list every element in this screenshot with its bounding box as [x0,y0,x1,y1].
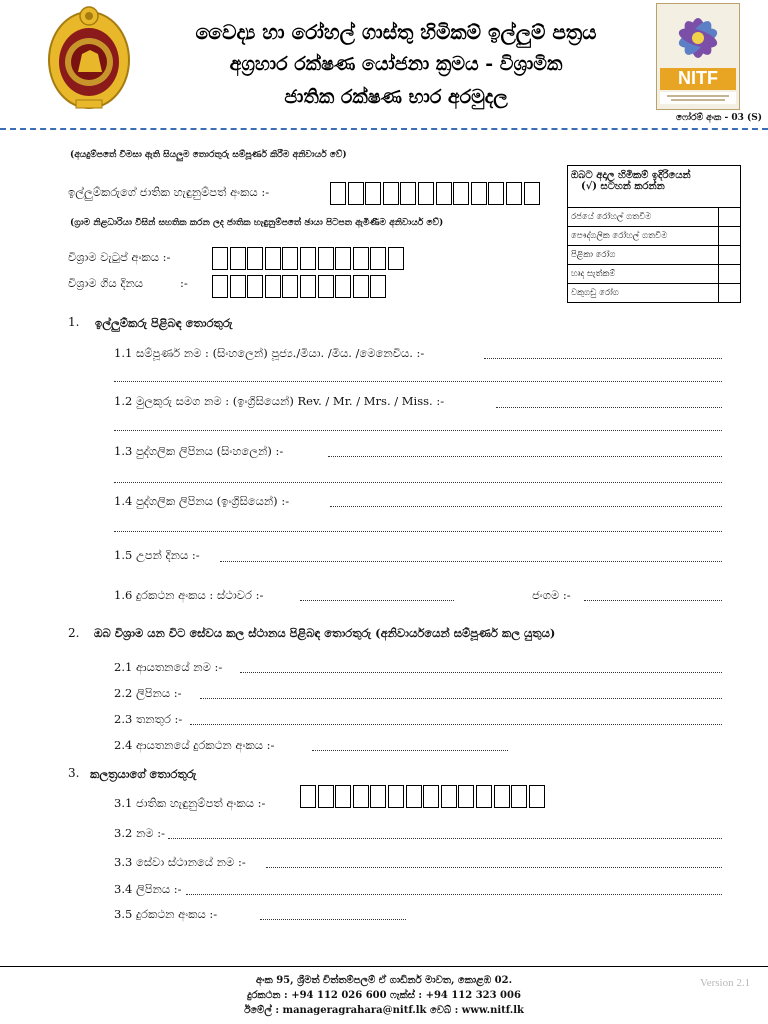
footer-email: ඊමේල් : manageragrahara@nitf.lk වෙබ් : www.nitf.lk [244,1005,524,1016]
q3-4-label: 3.4 ලිපිනය :- [114,882,182,896]
q1-2-field-cont[interactable] [114,430,722,431]
q1-3-label: 1.3 පුද්ගලික ලිපිනය (සිංහලෙන්) :- [114,444,284,458]
footer-phone: දුරකථන : +94 112 026 600 ෆැක්ස් : +94 112 323 006 [247,990,521,1001]
section3-number: 3. [68,766,80,780]
retired-date-sep: :- [180,276,188,290]
pension-number-boxes[interactable] [212,247,406,270]
claim-type-label: පෞද්ගලික රෝහල් ගතවීම [568,227,719,246]
nitf-logo [656,3,740,110]
q1-6-label: 1.6 දුරකථන අංකය : ස්ථාවර :- [114,588,264,602]
q3-2-label: 3.2 නම :- [114,826,165,840]
q1-6-landline-field[interactable] [300,600,454,601]
intro-note: (අයදුම්පතේ විමසා ඇති සියලුම තොරතුරු සම්පූර්ණ කිරීම අනිවාර්ය වේ) [70,150,347,160]
section2-title: ඔබ විශ්‍රාම යන විට සේවය කල ස්ථානය පිළිබඳ තොරතුරු (අනිවාර්යයෙන් සම්පූර්ණ කල යුතුය) [94,626,556,640]
q2-3-field[interactable] [190,724,722,725]
nitf-logo-text: NITF [678,68,718,88]
q1-5-label: 1.5 උපන් දිනය :- [114,548,200,562]
footer-address: අංක 95, ශ්‍රීමත් චිත්තම්පලම් ඒ ගාඩිනර් මාවත, කොළඹ 02. [255,975,513,986]
q1-6-mobile-field[interactable] [584,600,722,601]
q3-1-label: 3.1 ජාතික හැඳුනුම්පත් අංකය :- [114,796,266,810]
claim-type-checkbox[interactable] [719,246,741,265]
q2-1-label: 2.1 ආයතනයේ නම :- [114,660,223,674]
section3-title: කලත්‍රයාගේ තොරතුරු [90,767,197,781]
form-title-line1: වෛද්‍ය හා රෝහල් ගාස්තු හිමිකම් ඉල්ලුම් පත්‍රය [195,20,597,44]
q1-5-field[interactable] [220,561,722,562]
q2-4-label: 2.4 ආයතනයේ දුරකථන අංකය :- [114,738,275,752]
q3-3-label: 3.3 සේවා ස්ථානයේ නම :- [114,855,246,869]
section1-number: 1. [68,315,80,329]
q2-1-field[interactable] [240,672,722,673]
q1-3-field-cont[interactable] [114,482,722,483]
sri-lanka-emblem-icon [46,2,132,112]
claim-type-label: වකුගඩු රෝග [568,284,719,303]
nitf-flower-icon [657,4,739,109]
form-title-line3: ජාතික රක්ෂණ භාර අරමුදල [284,86,508,108]
q2-3-label: 2.3 තනතුර :- [114,712,183,726]
q1-1-label: 1.1 සම්පූර්ණ නම : (සිංහලෙන්) පූජ්‍ය./මියා. /මිය. /මෙනෙවිය. :- [114,346,425,360]
q1-2-field[interactable] [496,407,722,408]
retired-date-boxes[interactable] [212,275,388,298]
footer-divider [0,966,768,967]
q3-4-field[interactable] [186,894,722,895]
claim-type-checkbox[interactable] [719,265,741,284]
section1-title: ඉල්ලුම්කරු පිළිබඳ තොරතුරු [95,316,233,330]
q3-2-field[interactable] [168,838,722,839]
q1-3-field[interactable] [328,456,722,457]
q3-5-field[interactable] [260,919,406,920]
claimant-nic-boxes[interactable] [330,182,541,205]
claim-type-label: රජයේ රෝහල් ගතවීම [568,208,719,227]
claim-type-table [567,165,741,303]
spouse-nic-boxes[interactable] [300,785,546,808]
q3-3-field[interactable] [266,867,722,868]
pension-number-label: විශ්‍රාම වැටුප් අංකය :- [68,250,171,264]
q1-1-field-cont[interactable] [114,381,722,382]
q2-4-field[interactable] [312,750,508,751]
claim-type-checkbox[interactable] [719,208,741,227]
claim-type-header: ඔබට අදාල හිමිකම් ඉදිරියෙන් (√) සටහන් කරන්න [568,166,741,208]
header-divider [0,128,768,130]
retired-date-label: විශ්‍රාම ගිය දිනය [68,276,144,290]
q1-1-field[interactable] [484,358,722,359]
q1-6-mobile-label: ජංගම :- [532,588,571,602]
nic-attachment-note: (ග්‍රාම නිළධාරියා විසින් සහතික කරන ලද ජාතික හැඳුනුම්පතේ ඡායා පිටපත ඇමිණීම අනිවාර්ය වේ) [70,218,444,228]
claim-type-label: හෘද සැත්කම් [568,265,719,284]
q3-5-label: 3.5 දුරකථන අංකය :- [114,907,218,921]
q1-2-label: 1.2 මුලකුරු සමග නම : (ඉංග්‍රිසියෙන්) Rev. / Mr. / Mrs. / Miss. :- [114,394,445,408]
q1-4-field[interactable] [330,506,722,507]
form-title-line2: අග්‍රහාර රක්ෂණ යෝජනා ක්‍රමය - විශ්‍රාමික [229,53,563,75]
q1-4-label: 1.4 පුද්ගලික ලිපිනය (ඉංග්‍රිසියෙන්) :- [114,494,290,508]
claimant-nic-label: ඉල්ලුම්කරුගේ ජාතික හැඳුනුම්පත් අංකය :- [68,185,270,199]
claim-type-label: පිළිකා රෝග [568,246,719,265]
section2-number: 2. [68,626,80,640]
claim-type-checkbox[interactable] [719,284,741,303]
claim-type-checkbox[interactable] [719,227,741,246]
form-number: ෆෝරම් අංක - 03 (S) [675,113,762,123]
q1-4-field-cont[interactable] [114,531,722,532]
version-label: Version 2.1 [700,977,751,989]
q2-2-field[interactable] [200,698,722,699]
q2-2-label: 2.2 ලිපිනය :- [114,686,182,700]
